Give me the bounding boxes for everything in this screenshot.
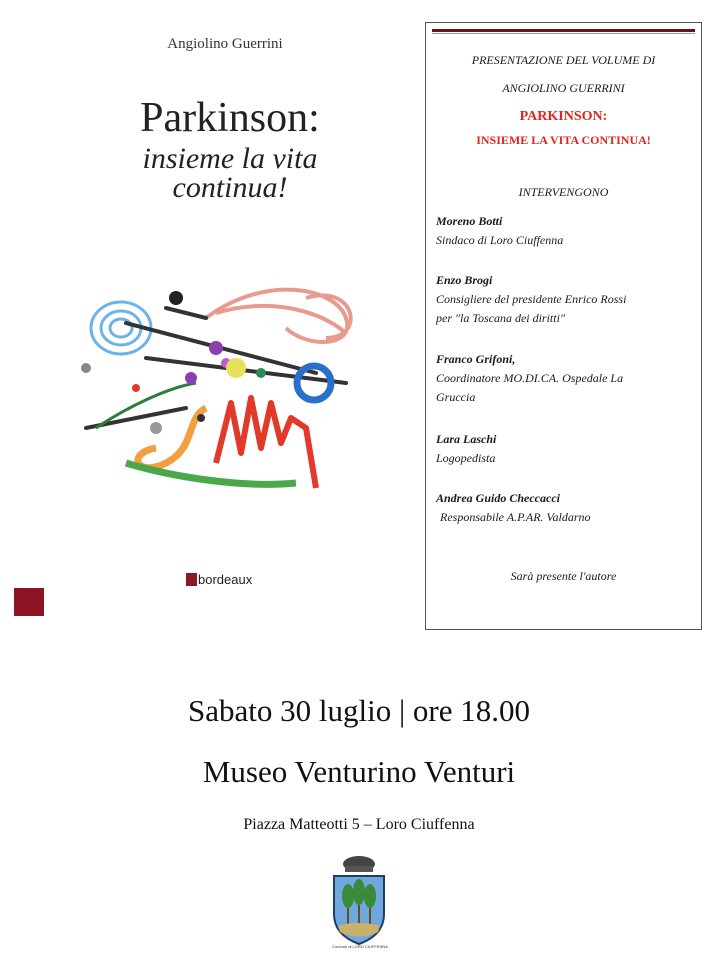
book-title-red-line-1: PARKINSON: — [519, 109, 608, 124]
book-subtitle-line1: insieme la vita — [142, 142, 318, 175]
event-date-time: Sabato 30 luglio | ore 18.00 — [188, 693, 530, 728]
speaker-name: Enzo Brogi — [436, 273, 493, 287]
presentation-line-1: PRESENTAZIONE DEL VOLUME DI — [471, 53, 656, 67]
book-subtitle — [90, 144, 370, 202]
speaker-entry — [436, 430, 696, 468]
box-top-rule — [432, 29, 695, 34]
book-title: Parkinson: — [140, 95, 320, 141]
event-address: Piazza Matteotti 5 – Loro Ciuffenna — [243, 816, 475, 833]
speaker-entry — [436, 489, 696, 527]
crest-caption: Comune di LORO CIUFFENNA — [332, 944, 388, 949]
speakers-heading: INTERVENGONO — [518, 185, 609, 199]
speaker-role: Sindaco di Loro Ciuffenna — [436, 233, 564, 247]
book-author: Angiolino Guerrini — [167, 36, 283, 52]
speaker-role: Coordinatore MO.DI.CA. Ospedale La — [436, 371, 624, 385]
publisher-mark-icon — [186, 573, 197, 586]
author-present-note: Sarà presente l'autore — [510, 569, 617, 583]
speaker-entry — [436, 212, 696, 250]
presentation-line-2: ANGIOLINO GUERRINI — [502, 81, 625, 95]
publisher-name: bordeaux — [198, 572, 253, 587]
speaker-name: Andrea Guido Checcacci — [436, 491, 560, 505]
municipal-crest-icon — [328, 852, 390, 952]
speaker-role: per "la Toscana dei diritti" — [436, 311, 565, 325]
event-venue: Museo Venturino Venturi — [202, 754, 516, 789]
cover-artwork — [66, 278, 396, 518]
speaker-name: Moreno Botti — [436, 214, 503, 228]
speaker-entry — [436, 271, 696, 328]
speaker-entry — [436, 350, 696, 407]
announcement-box — [425, 22, 702, 630]
speaker-name: Lara Laschi — [436, 432, 497, 446]
speaker-role: Responsabile A.P.AR. Valdarno — [440, 510, 591, 524]
speaker-role: Logopedista — [436, 451, 496, 465]
decorative-square — [14, 588, 44, 616]
publisher-logo — [186, 572, 252, 587]
book-subtitle-line2: continua! — [172, 171, 288, 204]
speaker-role: Consigliere del presidente Enrico Rossi — [436, 292, 627, 306]
speaker-name: Franco Grifoni, — [436, 352, 516, 366]
speaker-role: Gruccia — [436, 390, 476, 404]
book-title-red-line-2: INSIEME LA VITA CONTINUA! — [476, 133, 651, 147]
